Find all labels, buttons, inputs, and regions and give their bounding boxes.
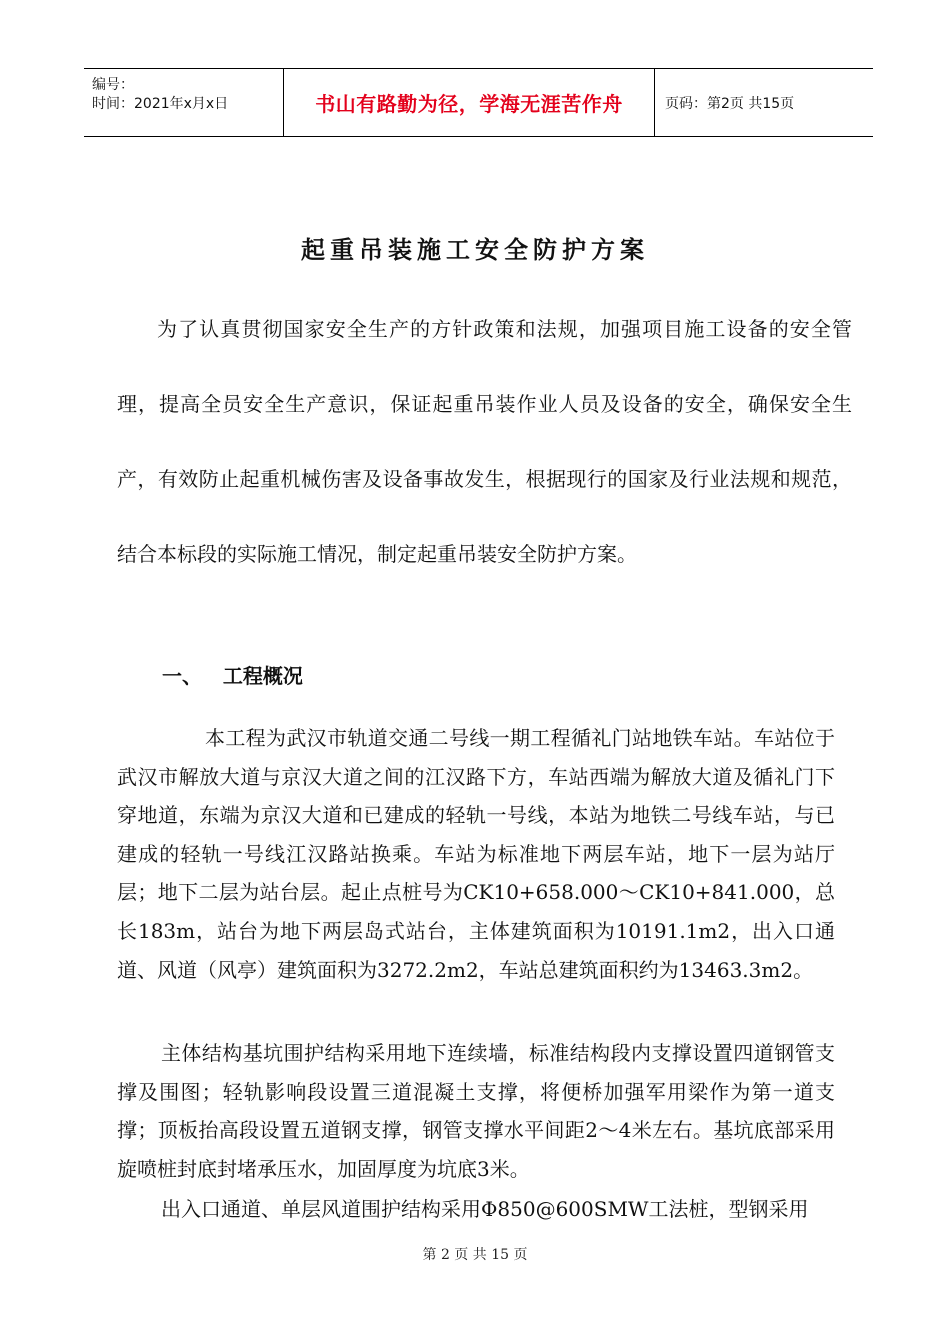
header-motto-cell [284, 69, 655, 136]
serial-number-label: 编号： [92, 77, 134, 93]
motto-text: 书山有路勤为径，学海无涯苦作舟 [315, 92, 623, 116]
intro-paragraph: 为了认真贯彻国家安全生产的方针政策和法规，加强项目施工设备的安全管理，提高全员安全生产意识，保证起重吊装作业人员及设备的安全，确保安全生产，有效防止起重机械伤害及设备事故发生，根据现行的国家及行业法规和规范，结合本标段的实际施工情况，制定起重吊装安全防护方案。 [117, 317, 852, 566]
page-number-label: 页码：第2页 共15页 [665, 95, 795, 112]
date-label: 时间：2021年x月x日 [92, 96, 229, 112]
header-info-cell [84, 69, 284, 136]
body-paragraph-1: 本工程为武汉市轨道交通二号线一期工程循礼门站地铁车站。车站位于武汉市解放大道与京汉大道之间的江汉路下方，车站西端为解放大道及循礼门下穿地道，东端为京汉大道和已建成的轻轨一号线，本站为地铁二号线车站，与已建成的轻轨一号线江汉路站换乘。车站为标准地下两层车站，地下一层为站厅层；地下二层为站台层。起止点桩号为CK10+658.000～CK10+841.000，总长183m，站台为地下两层岛式站台，主体建筑面积为10191.1m2，出入口通道、风道（风亭）建筑面积为3272.2m2，车站总建筑面积约为13463.3m2。 [117, 726, 835, 982]
document-title: 起重吊装施工安全防护方案 [301, 235, 649, 264]
body-paragraph-3: 出入口通道、单层风道围护结构采用Φ850@600SMW工法桩，型钢采用 [161, 1197, 809, 1221]
page-header [84, 68, 873, 137]
header-page-cell [655, 69, 873, 136]
body-paragraph-2: 主体结构基坑围护结构采用地下连续墙，标准结构段内支撑设置四道钢管支撑及围图；轻轨影响段设置三道混凝土支撑，将便桥加强军用梁作为第一道支撑；顶板抬高段设置五道钢支撑，钢管支撑水平间距2～4米左右。基坑底部采用旋喷桩封底封堵承压水，加固厚度为坑底3米。 [117, 1041, 835, 1181]
section-heading: 一、 工程概况 [162, 664, 303, 688]
page-footer: 第 2 页 共 15 页 [422, 1247, 528, 1263]
